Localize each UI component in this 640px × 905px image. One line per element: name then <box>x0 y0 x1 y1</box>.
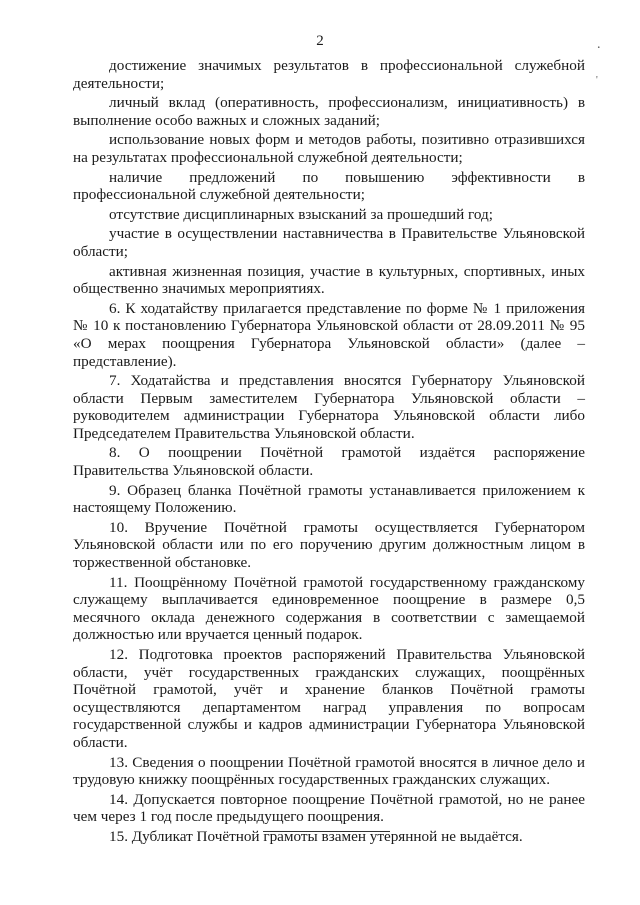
paragraph: 10. Вручение Почётной грамоты осуществляется Губернатором Ульяновской области или по его поручению другим должностным лицом в торжественной обстановке. <box>73 518 585 572</box>
paragraph: 8. О поощрении Почётной грамотой издаётся распоряжение Правительства Ульяновской области. <box>73 444 585 480</box>
document-body <box>73 57 585 846</box>
paragraph: 15. Дубликат Почётной грамоты взамен утерянной не выдаётся. <box>109 827 523 845</box>
paragraph: отсутствие дисциплинарных взысканий за прошедший год; <box>109 205 493 223</box>
paragraph: 11. Поощрённому Почётной грамотой государственному гражданскому служащему выплачивается единовременное поощрение в размере 0,5 месячного оклада денежного содержания в соответствии с замещаемой должностью или вручается ценный подарок. <box>73 573 585 644</box>
paragraph: 14. Допускается повторное поощрение Почётной грамотой, но не ранее чем через 1 год после предыдущего поощрения. <box>73 790 585 826</box>
paragraph: личный вклад (оперативность, профессионализм, инициативность) в выполнение особо важных и сложных заданий; <box>73 94 585 129</box>
paragraph: 13. Сведения о поощрении Почётной грамотой вносятся в личное дело и трудовую книжку поощрённых государственных гражданских служащих. <box>73 753 585 789</box>
paragraph: достижение значимых результатов в профессиональной служебной деятельности; <box>73 57 585 92</box>
paragraph: 7. Ходатайства и представления вносятся Губернатору Ульяновской области Первым заместителем Губернатора Ульяновской области – руководителем администрации Губернатора Ульяновской области либо Председателем Правительства Ульяновской области. <box>73 372 585 442</box>
paragraph: наличие предложений по повышению эффективности в профессиональной служебной деятельности; <box>73 168 585 204</box>
paragraph: 9. Образец бланка Почётной грамоты устанавливается приложением к настоящему Положению. <box>73 481 585 517</box>
paragraph: 12. Подготовка проектов распоряжений Правительства Ульяновской области, учёт государственных гражданских служащих, поощрённых Почётной грамотой, учёт и хранение бланков Почётной грамоты осуществляются департаментом наград управления по вопросам государственной службы и кадров администрации Губернатора Ульяновской области. <box>73 646 585 751</box>
end-divider <box>263 831 390 832</box>
paragraph: использование новых форм и методов работы, позитивно отразившихся на результатах профессиональной служебной деятельности; <box>73 131 585 166</box>
scan-mark: . <box>597 37 601 52</box>
paragraph: участие в осуществлении наставничества в Правительстве Ульяновской области; <box>73 225 585 260</box>
scan-mark: ' <box>596 75 598 86</box>
paragraph: 6. К ходатайству прилагается представление по форме № 1 приложения № 10 к постановлению Губернатора Ульяновской области от 28.09.2011 № 95 «О мерах поощрения Губернатора Ульяновской области» (далее – представление). <box>73 299 585 370</box>
paragraph: активная жизненная позиция, участие в культурных, спортивных, иных общественно значимых мероприятиях. <box>73 262 585 298</box>
page-number: 2 <box>316 33 324 49</box>
